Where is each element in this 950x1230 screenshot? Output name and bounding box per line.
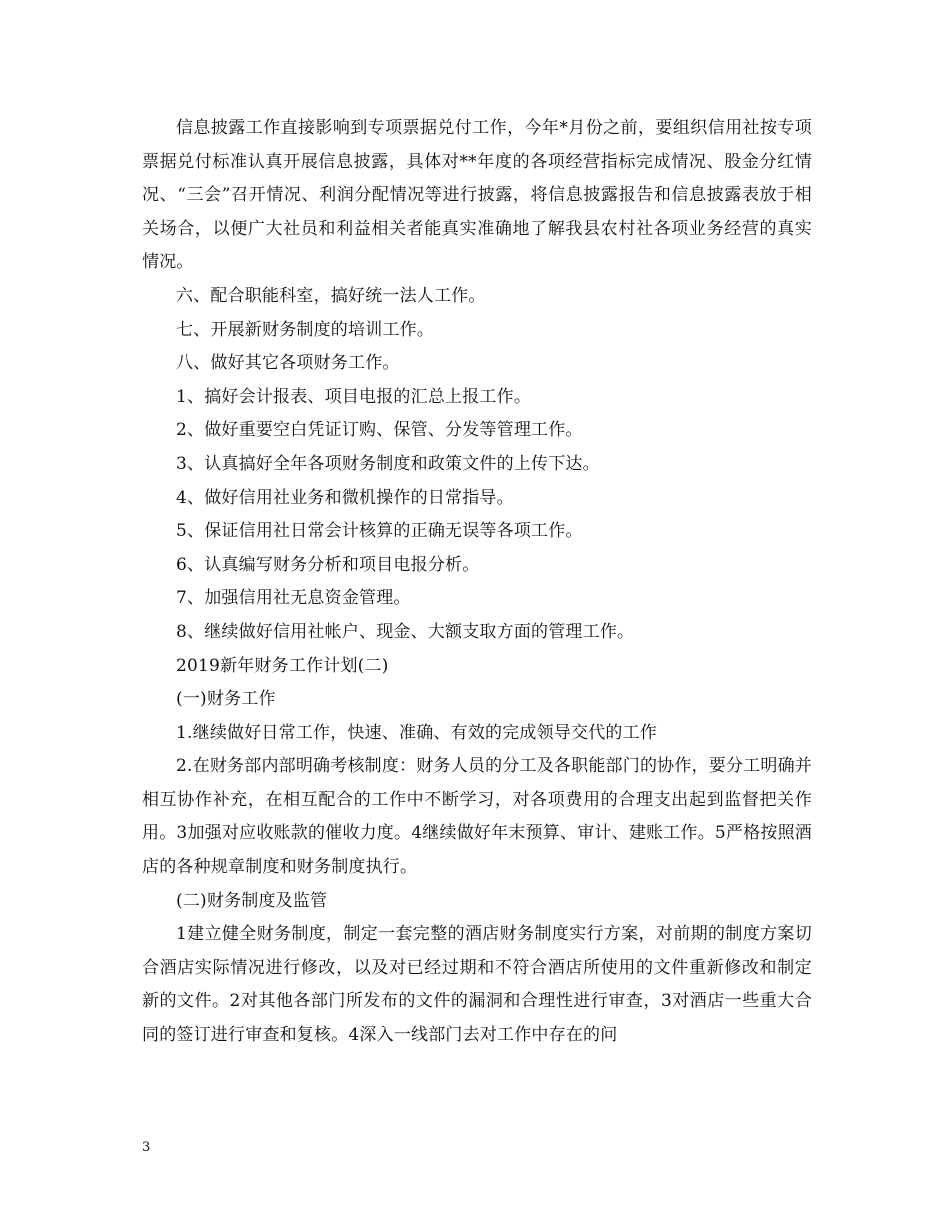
paragraph-finance-system-details: 1建立健全财务制度，制定一套完整的酒店财务制度实行方案，对前期的制度方案切合酒店实际情况进行修改，以及对已经过期和不符合酒店所使用的文件重新修改和制定新的文件。2对其他各部门所发布的文件的漏洞和合理性进行审查，3对酒店一些重大合同的签订进行审查和复核。4深入一线部门去对工作中存在的问 [142,924,812,1046]
list-item: 8、继续做好信用社帐户、现金、大额支取方面的管理工作。 [176,621,635,642]
paragraph-item-six: 六、配合职能科室，搞好统一法人工作。 [176,285,486,306]
list-item: 4、做好信用社业务和微机操作的日常指导。 [176,487,514,508]
section-heading-plan-two: 2019新年财务工作计划(二) [176,655,389,676]
subsection-heading-finance-work: (一)财务工作 [176,689,276,710]
list-item: 7、加强信用社无息资金管理。 [176,588,411,609]
list-item: 6、认真编写财务分析和项目电报分析。 [176,554,480,575]
paragraph-item-seven: 七、开展新财务制度的培训工作。 [176,319,434,340]
list-item: 3、认真搞好全年各项财务制度和政策文件的上传下达。 [176,453,600,474]
paragraph-daily-work: 1.继续做好日常工作，快速、准确、有效的完成领导交代的工作 [176,722,658,743]
list-item: 2、做好重要空白凭证订购、保管、分发等管理工作。 [176,420,583,441]
list-item: 1、搞好会计报表、项目电报的汇总上报工作。 [176,386,532,407]
paragraph-item-eight: 八、做好其它各项财务工作。 [176,353,400,374]
paragraph-assessment-system: 2.在财务部内部明确考核制度：财务人员的分工及各职能部门的协作，要分工明确并相互协作补充，在相互配合的工作中不断学习，对各项费用的合理支出起到监督把关作用。3加强对应收账款的催收力度。4继续做好年末预算、审计、建账工作。5严格按照酒店的各种规章制度和财务制度执行。 [142,756,812,878]
document-body [142,112,812,1053]
paragraph-info-disclosure: 信息披露工作直接影响到专项票据兑付工作，今年*月份之前，要组织信用社按专项票据兑付标准认真开展信息披露，具体对**年度的各项经营指标完成情况、股金分红情况、“三会”召开情况、利润分配情况等进行披露，将信息披露报告和信息披露表放于相关场合，以便广大社员和利益相关者能真实准确地了解我县农村社各项业务经营的真实情况。 [142,118,812,273]
list-item: 5、保证信用社日常会计核算的正确无误等各项工作。 [176,521,583,542]
subsection-heading-finance-system: (二)财务制度及监管 [176,890,328,911]
page-number: 3 [142,1140,151,1155]
